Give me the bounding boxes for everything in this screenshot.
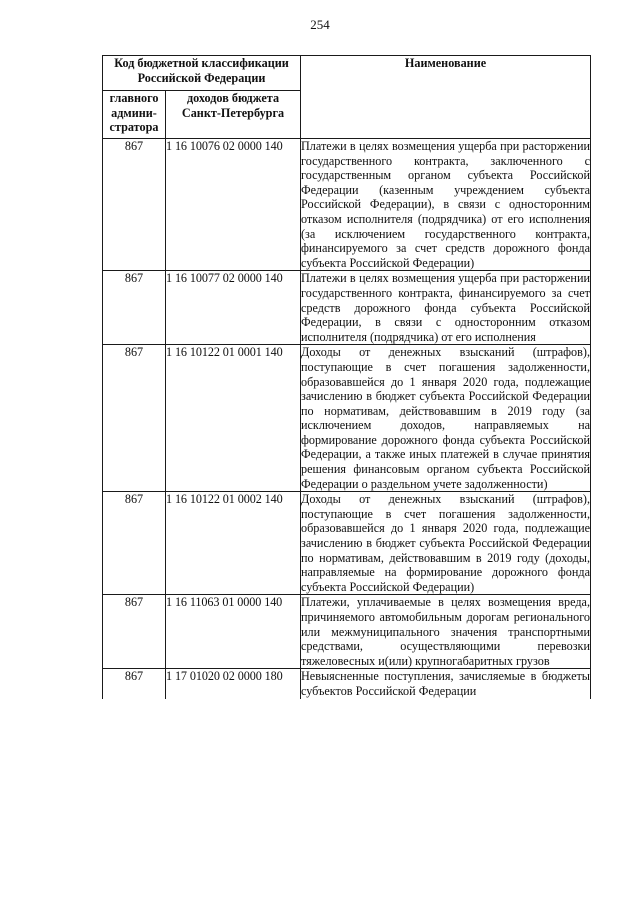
table-row (103, 271, 591, 345)
admin-code-cell: 867 (103, 669, 166, 699)
admin-code-cell: 867 (103, 492, 166, 595)
revenue-code-cell: 1 16 10076 02 0000 140 (166, 139, 301, 271)
revenue-code-cell: 1 17 01020 02 0000 180 (166, 669, 301, 699)
name-cell: Платежи в целях возмещения ущерба при расторжении государственного контракта, финансируемого за счет средств дорожного фонда субъекта Российской Федерации, в связи с односторонним отказом исполнителя (подрядчика) от его исполнения (301, 271, 590, 344)
name-cell: Платежи, уплачиваемые в целях возмещения вреда, причиняемого автомобильным дорогам регионального или межмуниципального значения транспортными средствами, осуществляющими перевозки тяжеловесных и(или) крупногабаритных грузов (301, 595, 590, 668)
revenue-code-cell: 1 16 10122 01 0002 140 (166, 492, 301, 595)
revenue-code-cell: 1 16 11063 01 0000 140 (166, 595, 301, 669)
admin-code-cell: 867 (103, 345, 166, 492)
name-cell: Невыясненные поступления, зачисляемые в бюджеты субъектов Российской Федерации (301, 669, 590, 698)
table-row (103, 669, 591, 699)
table-row (103, 595, 591, 669)
page-number: 254 (310, 17, 330, 32)
header-revenue: доходов бюджета Санкт-Петербурга (166, 91, 301, 139)
name-cell: Платежи в целях возмещения ущерба при расторжении государственного контракта, заключенного с государственным органом субъекта Российской Федерации (казенным учреждением субъекта Российской Федерации), в связи с односторонним отказом исполнителя (подрядчика) от его исполнения (за исключением государственного контракта, финансируемого за счет средств дорожного фонда субъекта Российской Федерации) (301, 139, 590, 270)
header-admin: главного админи-стратора (103, 91, 166, 139)
name-cell: Доходы от денежных взысканий (штрафов), поступающие в счет погашения задолженности, образовавшейся до 1 января 2020 года, подлежащие зачислению в бюджет субъекта Российской Федерации по нормативам, действовавшим в 2019 году (доходы, направляемые на формирование дорожного фонда субъекта Российской Федерации) (301, 492, 590, 594)
revenue-code-cell: 1 16 10122 01 0001 140 (166, 345, 301, 492)
admin-code-cell: 867 (103, 271, 166, 345)
admin-code-cell: 867 (103, 139, 166, 271)
table-row (103, 492, 591, 595)
budget-classification-table (102, 55, 591, 699)
table-row (103, 139, 591, 271)
admin-code-cell: 867 (103, 595, 166, 669)
table-row (103, 345, 591, 492)
revenue-code-cell: 1 16 10077 02 0000 140 (166, 271, 301, 345)
name-cell: Доходы от денежных взысканий (штрафов), поступающие в счет погашения задолженности, образовавшейся до 1 января 2020 года, подлежащие зачислению в бюджет субъекта Российской Федерации по нормативам, действовавшим в 2019 году (за исключением доходов, направляемых на формирование дорожного фонда субъекта Российской Федерации, а также иных платежей в случае принятия решения финансовым органом субъекта Российской Федерации о раздельном учете задолженности) (301, 345, 590, 491)
header-name: Наименование (301, 56, 591, 139)
header-code-group: Код бюджетной классификации Российской Федерации (103, 56, 301, 91)
